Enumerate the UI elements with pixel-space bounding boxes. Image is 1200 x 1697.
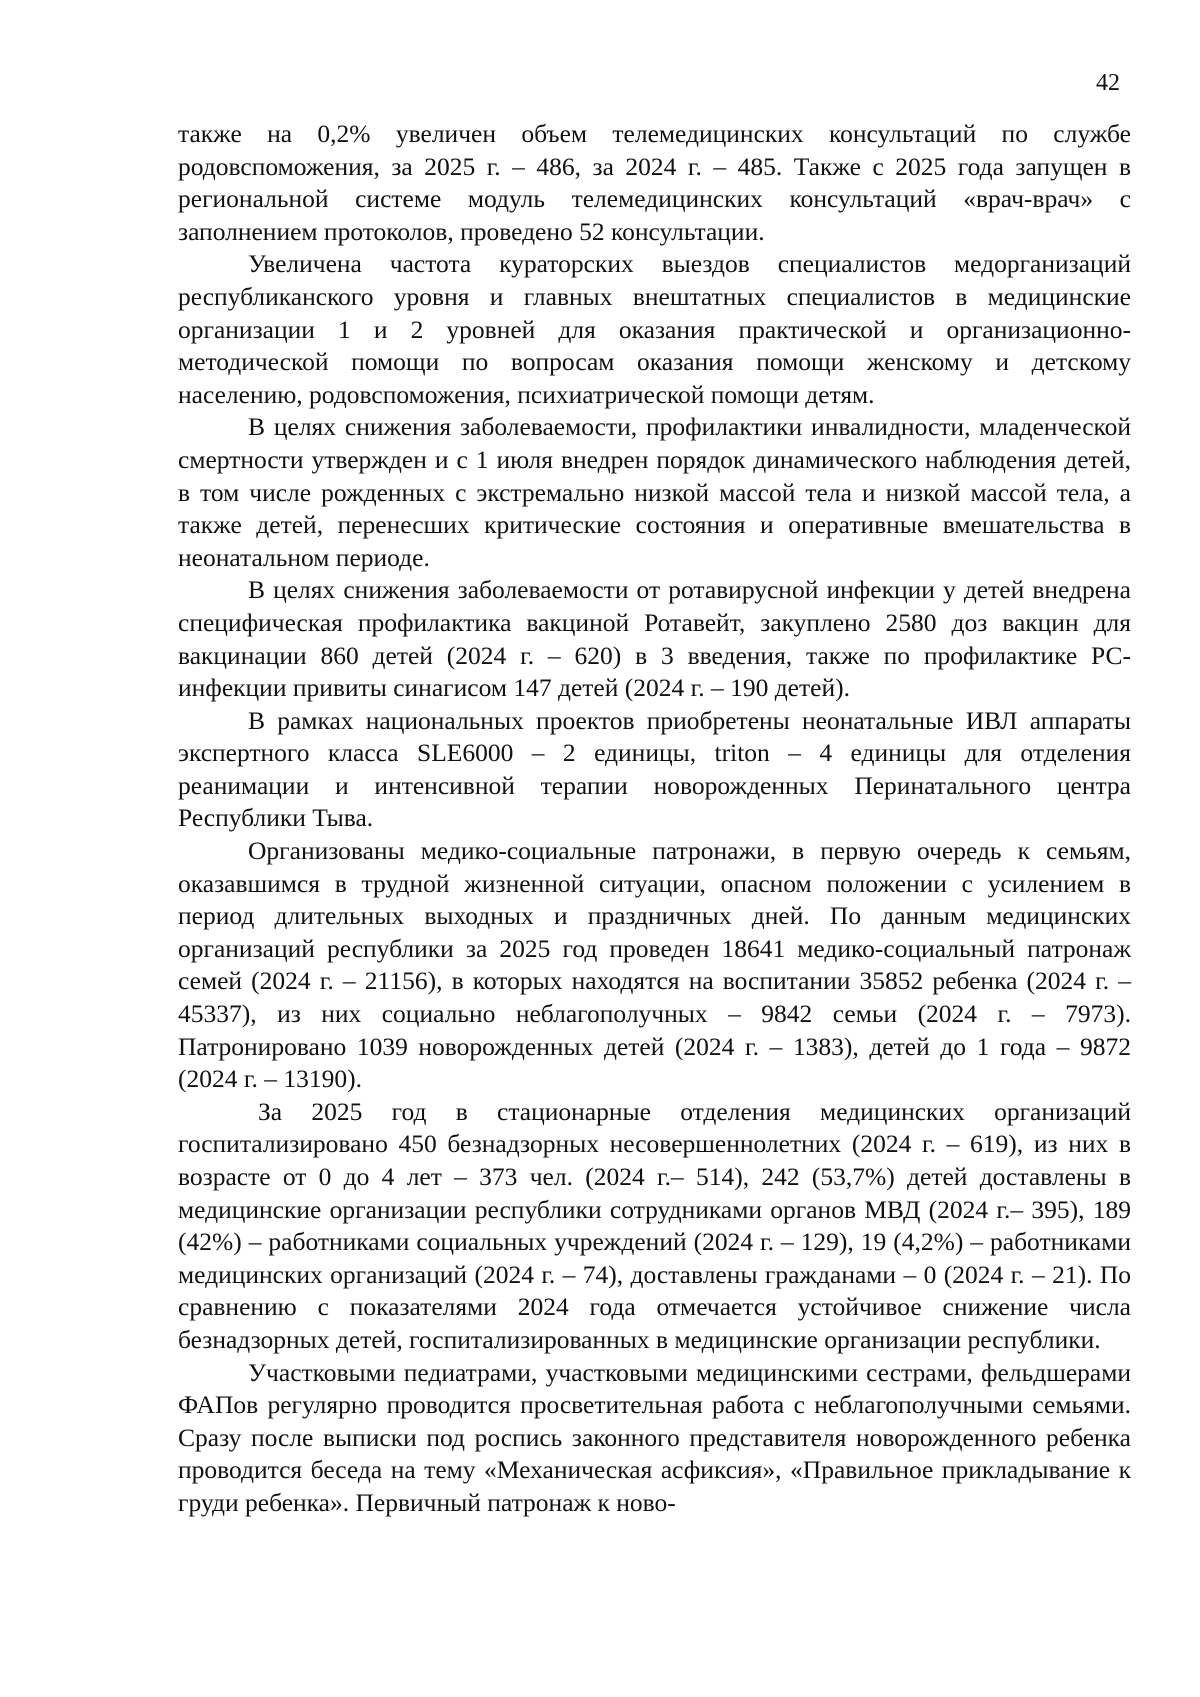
document-body — [178, 118, 1131, 1520]
paragraph-dynamic-observation: В целях снижения заболеваемости, профилактики инвалидности, младенческой смертности утвержден и с 1 июля внедрен порядок динамического наблюдения детей, в том числе рожденных с экстремально низкой массой тела и низкой массой тела, а также детей, перенесших критические состояния и оперативные вмешательства в неонатальном периоде. — [178, 412, 1131, 572]
paragraph-neglected-minors: За 2025 год в стационарные отделения медицинских организаций госпитализировано 450 безнадзорных несовершеннолетних (2024 г. – 619), из них в возрасте от 0 до 4 лет – 373 чел. (2024 г.– 514), 242 (53,7%) детей доставлены в медицинские организации республики сотрудниками органов МВД (2024 г.– 395), 189 (42%) – работниками социальных учреждений (2024 г. – 129), 19 (4,2%) – работниками медицинских организаций (2024 г. – 74), доставлены гражданами – 0 (2024 г. – 21). По сравнению с показателями 2024 года отмечается устойчивое снижение числа безнадзорных детей, госпитализированных в медицинские организации республики. — [178, 1096, 1131, 1354]
paragraph-medical-social-patronage: Организованы медико-социальные патронажи, в первую очередь к семьям, оказавшимся в трудной жизненной ситуации, опасном положении с усилением в период длительных выходных и праздничных дней. По данным медицинских организаций республики за 2025 год проведен 18641 медико-социальный патронаж семей (2024 г. – 21156), в которых находятся на воспитании 35852 ребенка (2024 г. – 45337), из них социально неблагополучных – 9842 семьи (2024 г. – 7973). Патронировано 1039 новорожденных детей (2024 г. – 1383), детей до 1 года – 9872 (2024 г. – 13190). — [178, 836, 1131, 1094]
paragraph-educational-work: Участковыми педиатрами, участковыми медицинскими сестрами, фельдшерами ФАПов регулярно проводится просветительная работа с неблагополучными семьями. Сразу после выписки под роспись законного представителя новорожденного ребенка проводится беседа на тему «Механическая асфиксия», «Правильное прикладывание к груди ребенка». Первичный патронаж к ново- — [178, 1357, 1131, 1517]
page-number: 42 — [1096, 70, 1120, 96]
paragraph-telemedicine-continuation: также на 0,2% увеличен объем телемедицинских консультаций по службе родовспоможения, за 2025 г. – 486, за 2024 г. – 485. Также с 2025 года запущен в региональной системе модуль телемедицинских консультаций «врач-врач» с заполнением протоколов, проведено 52 консультации. — [178, 119, 1131, 246]
paragraph-curator-visits: Увеличена частота кураторских выездов специалистов медорганизаций республиканского уровня и главных внештатных специалистов в медицинские организации 1 и 2 уровней для оказания практической и организационно-методической помощи по вопросам оказания помощи женскому и детскому населению, родовспоможения, психиатрической помощи детям. — [178, 249, 1131, 409]
paragraph-ventilators: В рамках национальных проектов приобретены неонатальные ИВЛ аппараты экспертного класса SLE6000 – 2 единицы, triton – 4 единицы для отделения реанимации и интенсивной терапии новорожденных Перинатального центра Республики Тыва. — [178, 705, 1131, 833]
paragraph-rotavirus-prevention: В целях снижения заболеваемости от ротавирусной инфекции у детей внедрена специфическая профилактика вакциной Ротавейт, закуплено 2580 доз вакцин для вакцинации 860 детей (2024 г. – 620) в 3 введения, также по профилактике РС-инфекции привиты синагисом 147 детей (2024 г. – 190 детей). — [178, 575, 1131, 703]
